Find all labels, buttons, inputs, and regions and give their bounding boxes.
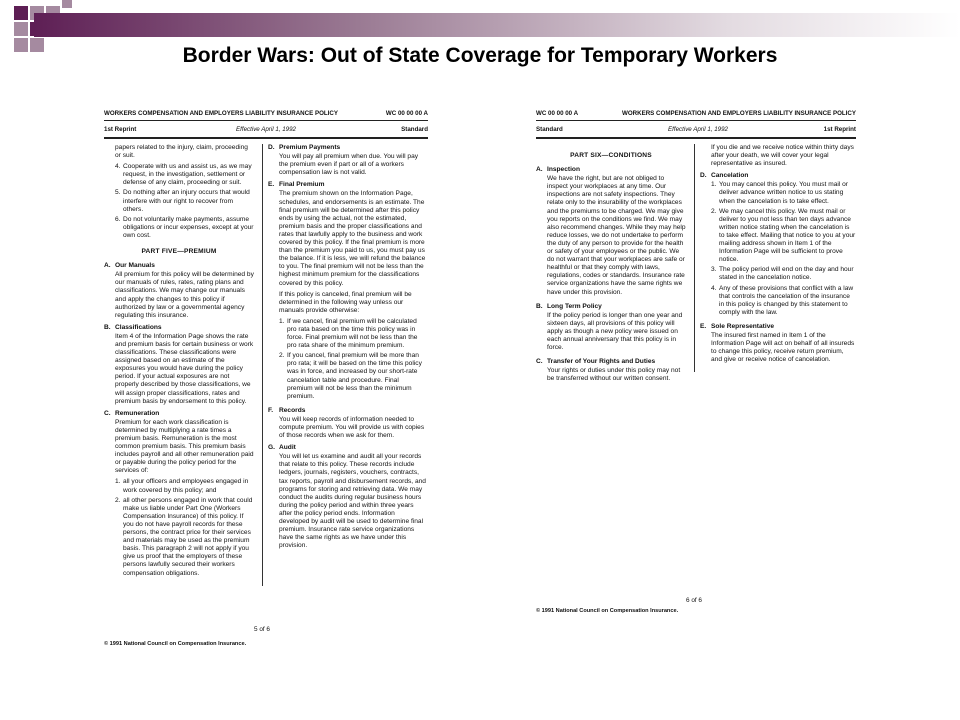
section-heading: E. Sole Representative <box>700 322 775 330</box>
section-text: All premium for this policy will be determined by our manuals of rules, rates, rating plans and classifications. We may change our manuals and apply the changes to this policy if authorized by law or a governmental agency regulating this insurance. <box>115 271 254 319</box>
list-item: 3. The policy period will end on the day and hour stated in the cancelation notice. <box>711 266 854 282</box>
list-item: 6. Do not voluntarily make payments, assume obligations or incur expenses, except at your own cost. <box>115 215 254 239</box>
policy-page-right <box>536 110 856 615</box>
section-heading: E. Final Premium <box>268 181 325 189</box>
intro-text: If you die and we receive notice within thirty days after your death, we will cover your legal representative as insured. <box>711 144 854 168</box>
section-text: You will pay all premium when due. You will pay the premium even if part or all of a workers compensation law is not valid. <box>279 153 419 177</box>
section-text: Your rights or duties under this policy may not be transferred without our written consent. <box>547 367 681 383</box>
reprint-label: 1st Reprint <box>823 126 856 133</box>
section-heading: B. Classifications <box>104 323 162 331</box>
page-header-row <box>536 110 856 119</box>
section-heading: C. Remuneration <box>104 409 160 417</box>
page-number: 5 of 6 <box>254 626 270 633</box>
list-item: 4. Cooperate with us and assist us, as we may request, in the investigation, settlement or defense of any claim, proceeding or suit. <box>115 163 252 187</box>
copyright-notice: © 1991 National Council on Compensation Insurance. <box>536 608 679 614</box>
right-page-column-1 <box>536 144 686 386</box>
part-title: PART FIVE—PREMIUM <box>141 248 217 256</box>
left-page-column-2 <box>268 144 426 553</box>
list-item: 4. Any of these provisions that conflict with a law that controls the cancelation of the insurance in this policy is changed by this statement to comply with the law. <box>711 284 854 316</box>
column-divider <box>262 144 263 586</box>
slide-title: Border Wars: Out of State Coverage for Temporary Workers <box>182 44 778 67</box>
deco-square <box>62 0 72 8</box>
section-heading: A. Our Manuals <box>104 262 155 270</box>
list-item: 2. all other persons engaged in work that could make us liable under Part One (Workers Compensation Insurance) of this policy. If you do not have payroll records for these persons, the contract price for their services and materials may be used as the premium basis. This paragraph 2 will not apply if you give us proof that the employers of these persons lawfully secured their workers compensation obligations. <box>115 496 253 577</box>
header-title: WORKERS COMPENSATION AND EMPLOYERS LIABILITY INSURANCE POLICY <box>622 110 856 117</box>
section-text: If this policy is canceled, final premium will be determined in the following way unless our manuals provide otherwise: <box>279 290 412 314</box>
list-item: 2. We may cancel this policy. We must mail or deliver to you not less than ten days advance written notice stating when the cancelation is to take effect. Mailing that notice to you at your mailing address shown in Item 1 of the Information Page will be sufficient to prove notice. <box>711 207 856 264</box>
section-heading: A. Inspection <box>536 166 580 174</box>
deco-square <box>14 6 28 20</box>
deco-square <box>14 22 28 36</box>
section-heading: B. Long Term Policy <box>536 302 602 310</box>
left-page-column-1 <box>104 144 254 580</box>
copyright-notice: © 1991 National Council on Compensation Insurance. <box>104 641 247 647</box>
section-text: If the policy period is longer than one year and sixteen days, all provisions of this policy will apply as though a new policy were issued on each annual anniversary that this policy is in force. <box>547 311 683 352</box>
header-code: WC 00 00 00 A <box>385 110 428 117</box>
policy-page-left <box>104 110 428 655</box>
header-rule <box>104 120 428 121</box>
list-item: 2. If you cancel, final premium will be more than pro rata; it will be based on the time this policy was in force, and increased by our short-rate cancelation table and procedure. Final premium will not be less than the minimum premium. <box>279 352 422 400</box>
standard-label: Standard <box>401 126 428 133</box>
effective-date: Effective April 1, 1992 <box>236 126 296 133</box>
section-text: Item 4 of the Information Page shows the rate and premium basis for certain business or work classifications. These classifications were assigned based on an estimate of the exposures you would have during the policy period. If your actual exposures are not properly described by those classifications, we will assign proper classifications, rates and premium basis by endorsement to this policy. <box>115 332 254 405</box>
section-heading: F. Records <box>268 406 306 414</box>
list-item: 1. all your officers and employees engaged in work covered by this policy; and <box>115 478 249 494</box>
section-heading: C. Transfer of Your Rights and Duties <box>536 358 656 366</box>
part-title: PART SIX—CONDITIONS <box>570 152 652 159</box>
subheader-rule <box>536 137 856 139</box>
section-text: You will keep records of information needed to compute premium. You will provide us with copies of those records when we ask for them. <box>279 415 425 440</box>
list-item: 1. If we cancel, final premium will be calculated pro rata based on the time this policy was in force. Final premium will not be less than the pro rata share of the minimum premium. <box>279 317 418 350</box>
standard-label: Standard <box>536 126 563 133</box>
reprint-label: 1st Reprint <box>104 126 137 133</box>
section-text: The insured first named in Item 1 of the Information Page will act on behalf of all insureds to change this policy, receive return premium, and give or receive notice of cancelation. <box>711 331 855 364</box>
section-text: The premium shown on the Information Page, schedules, and endorsements is an estimate. The final premium will be determined after this policy ends by using the actual, not the estimated, premium basis and the proper classifications and rates that lawfully apply to the business and work covered by this policy. If the final premium is more than the premium you paid to us, you must pay us the balance. If it is less, we will refund the balance to you. The final premium will not be less than the highest minimum premium for the classifications covered by this policy. <box>279 190 426 287</box>
page-header-row <box>104 110 428 119</box>
section-heading: D. Premium Payments <box>268 144 341 151</box>
section-heading: D. Cancelation <box>700 172 749 180</box>
header-band <box>34 13 960 37</box>
section-text: Premium for each work classification is determined by multiplying a rate times a premium basis. Remuneration is the most common premium basis. This premium basis includes payroll and all other remuneration paid or payable during the policy period for the services of: <box>115 418 254 475</box>
section-text: You will let us examine and audit all your records that relate to this policy. These records include ledgers, journals, registers, vouchers, contracts, tax reports, payroll and disbursement records, and programs for storing and retrieving data. We may conduct the audits during regular business hours during the policy period and within three years after the policy period ends. Information developed by audit will be used to determine final premium. Insurance rate service organizations have the same rights as we have under this provision. <box>279 453 426 550</box>
header-rule <box>536 120 856 121</box>
intro-text: papers related to the injury, claim, proceeding or suit. <box>115 144 248 160</box>
column-divider <box>694 144 695 372</box>
page-subheader-row <box>104 126 428 135</box>
effective-date: Effective April 1, 1992 <box>668 126 728 133</box>
section-text: We have the right, but are not obliged to inspect your workplaces at any time. Our inspections are not safety inspections. They relate only to the insurability of the workplaces and the premiums to be charged. We may give you reports on the conditions we find. We may also recommend changes. While they may help reduce losses, we do not undertake to perform the duty of any person to provide for the health or safety of your employees or the public. We do not warrant that your workplaces are safe or healthful or that they comply with laws, regulations, codes or standards. Insurance rate service organizations have the same rights we have under this provision. <box>547 175 686 296</box>
subheader-rule <box>104 137 428 139</box>
list-item: 1. You may cancel this policy. You must mail or deliver advance written notice to us stating when the cancelation is to take effect. <box>711 181 849 205</box>
right-page-column-2 <box>700 144 856 367</box>
page-number: 6 of 6 <box>686 597 702 604</box>
section-heading: G. Audit <box>268 444 296 452</box>
header-title: WORKERS COMPENSATION AND EMPLOYERS LIABILITY INSURANCE POLICY <box>104 110 338 117</box>
header-code: WC 00 00 00 A <box>536 110 579 117</box>
page-subheader-row <box>536 126 856 135</box>
list-item: 5. Do nothing after an injury occurs that would interfere with our right to recover from others. <box>115 189 250 213</box>
